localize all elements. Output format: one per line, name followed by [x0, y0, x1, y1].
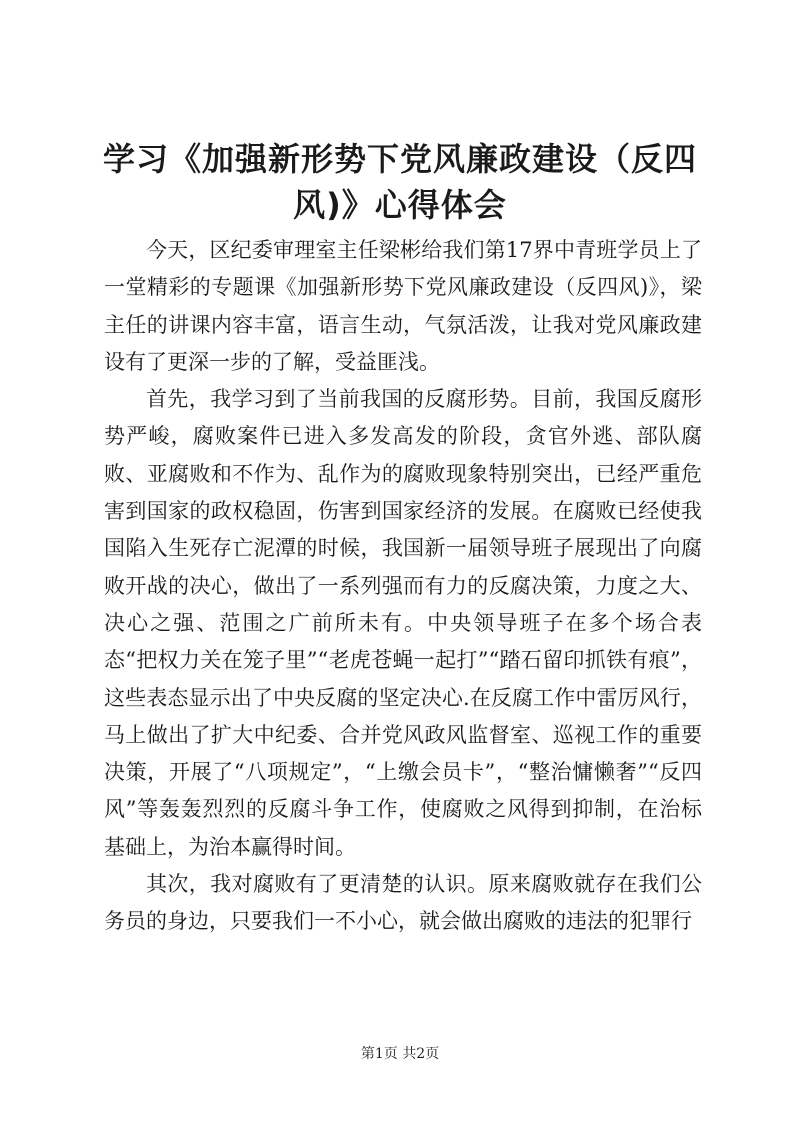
document-title [100, 136, 700, 228]
paragraph-3: 其次，我对腐败有了更清楚的认识。原来腐败就存在我们公务员的身边，只要我们一不小心，就会做出腐败的违法的犯罪行 [104, 872, 702, 934]
title-line-1: 学习《加强新形势下党风廉政建设（反四 [102, 140, 697, 178]
page-footer: 第1页 共2页 [360, 1046, 440, 1062]
title-line-2: 风)》心得体会 [293, 186, 507, 224]
paragraph-1: 今天，区纪委审理室主任梁彬给我们第17界中青班学员上了一堂精彩的专题课《加强新形势下党风廉政建设（反四风)》，梁主任的讲课内容丰富，语言生动，气氛活泼，让我对党风廉政建设有了更深一步的了解，受益匪浅。 [104, 238, 702, 374]
paragraph-2: 首先，我学习到了当前我国的反腐形势。目前，我国反腐形势严峻，腐败案件已进入多发高发的阶段，贪官外逃、部队腐败、亚腐败和不作为、乱作为的腐败现象特别突出，已经严重危害到国家的政权稳固，伤害到国家经济的发展。在腐败已经使我国陷入生死存亡泥潭的时候，我国新一届领导班子展现出了向腐败开战的决心，做出了一系列强而有力的反腐决策，力度之大、决心之强、范围之广前所未有。中央领导班子在多个场合表态“把权力关在笼子里”“老虎苍蝇一起打”“踏石留印抓铁有痕”，这些表态显示出了中央反腐的坚定决心.在反腐工作中雷厉风行，马上做出了扩大中纪委、合并党风政风监督室、巡视工作的重要决策，开展了“八项规定”，“上缴会员卡”，“整治慵懒奢”“反四风”等轰轰烈烈的反腐斗争工作，使腐败之风得到抑制，在治标基础上，为治本赢得时间。 [104, 387, 702, 859]
document-body [104, 232, 702, 941]
